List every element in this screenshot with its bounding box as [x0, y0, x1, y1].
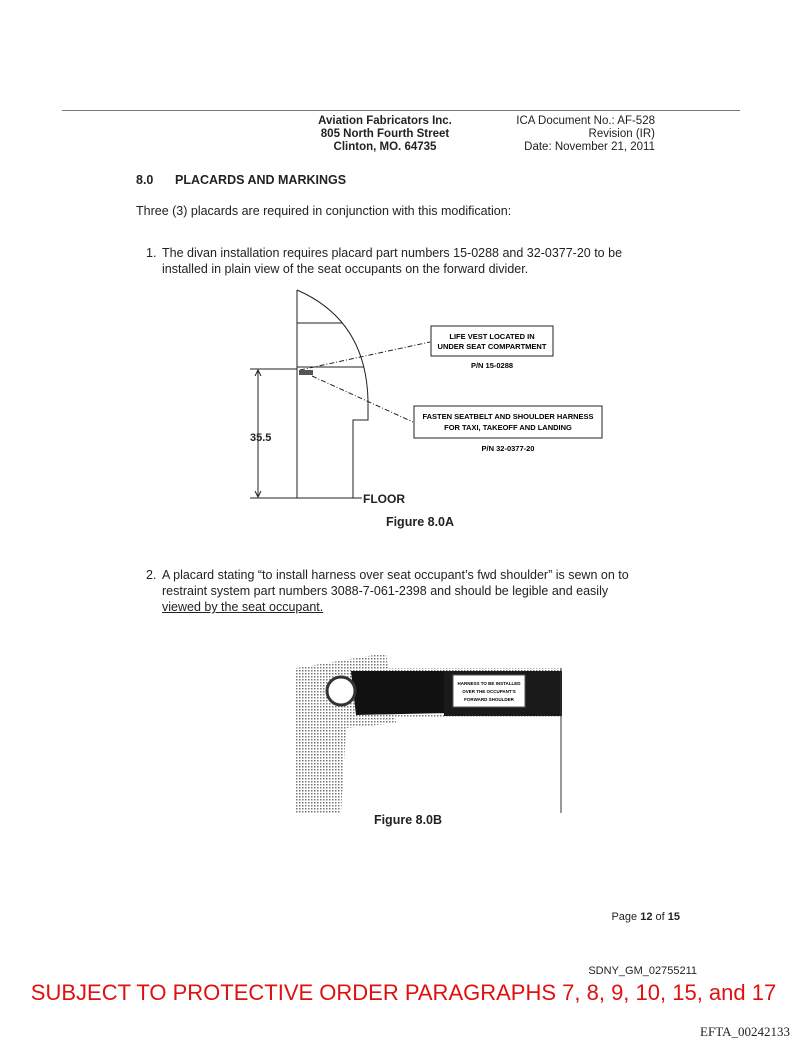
placard-icon	[299, 370, 313, 375]
dimension-label: 35.5	[250, 432, 272, 444]
harness-label-line: HARNESS TO BE INSTALLED	[457, 681, 521, 686]
protective-order-notice: SUBJECT TO PROTECTIVE ORDER PARAGRAPHS 7, 8, 9, 10, 15, and 17	[30, 980, 777, 1005]
section-title: PLACARDS AND MARKINGS	[175, 173, 347, 187]
placard-1-line: LIFE VEST LOCATED IN	[449, 332, 535, 341]
page-prefix: Page	[611, 911, 641, 923]
harness-label-line: OVER THE OCCUPANT'S	[462, 689, 516, 694]
placard-2-pn: P/N 32-0377-20	[481, 444, 535, 453]
figure-b-caption: Figure 8.0B	[373, 813, 443, 827]
intro-text: Three (3) placards are required in conjunction with this modification:	[136, 204, 512, 218]
item-2-line: restraint system part numbers 3088-7-061-2398 and should be legible and easily	[162, 584, 609, 598]
placard-2-line: FOR TAXI, TAKEOFF AND LANDING	[444, 423, 572, 432]
divider-outline	[297, 290, 368, 498]
placard-1-box	[431, 326, 553, 356]
item-1-line: installed in plain view of the seat occupants on the forward divider.	[162, 262, 529, 276]
company-address: 805 North Fourth Street	[320, 128, 450, 140]
harness-photo	[296, 643, 562, 813]
item-1-number: 1.	[146, 246, 157, 260]
page-number	[611, 911, 680, 923]
item-2-number: 2.	[146, 568, 157, 582]
page-total: 15	[667, 911, 680, 923]
section-number: 8.0	[136, 173, 154, 187]
item-2-line: viewed by the seat occupant.	[162, 600, 324, 614]
harness-label-line: FORWARD SHOULDER	[464, 697, 514, 702]
page-of: of	[652, 911, 668, 923]
bates-number: SDNY_GM_02755211	[588, 965, 697, 977]
company-name: Aviation Fabricators Inc.	[318, 115, 452, 127]
doc-date: Date: November 21, 2011	[524, 141, 655, 153]
company-city: Clinton, MO. 64735	[333, 141, 437, 153]
item-2-text	[162, 567, 629, 615]
placard-1-pn: P/N 15-0288	[470, 361, 514, 370]
efta-number: EFTA_00242133	[700, 1024, 790, 1039]
doc-number: ICA Document No.: AF-528	[516, 115, 655, 127]
placard-2-line: FASTEN SEATBELT AND SHOULDER HARNESS	[422, 412, 594, 421]
placard-1-line: UNDER SEAT COMPARTMENT	[437, 342, 547, 351]
figure-a-caption: Figure 8.0A	[385, 515, 455, 529]
floor-label: FLOOR	[363, 492, 405, 506]
doc-revision: Revision (IR)	[588, 128, 655, 140]
page-current: 12	[640, 911, 653, 923]
item-2-line: A placard stating “to install harness over seat occupant’s fwd shoulder” is sewn on to	[162, 568, 629, 582]
placard-2-box	[414, 406, 602, 438]
item-1-line: The divan installation requires placard part numbers 15-0288 and 32-0377-20 to be	[162, 246, 623, 260]
